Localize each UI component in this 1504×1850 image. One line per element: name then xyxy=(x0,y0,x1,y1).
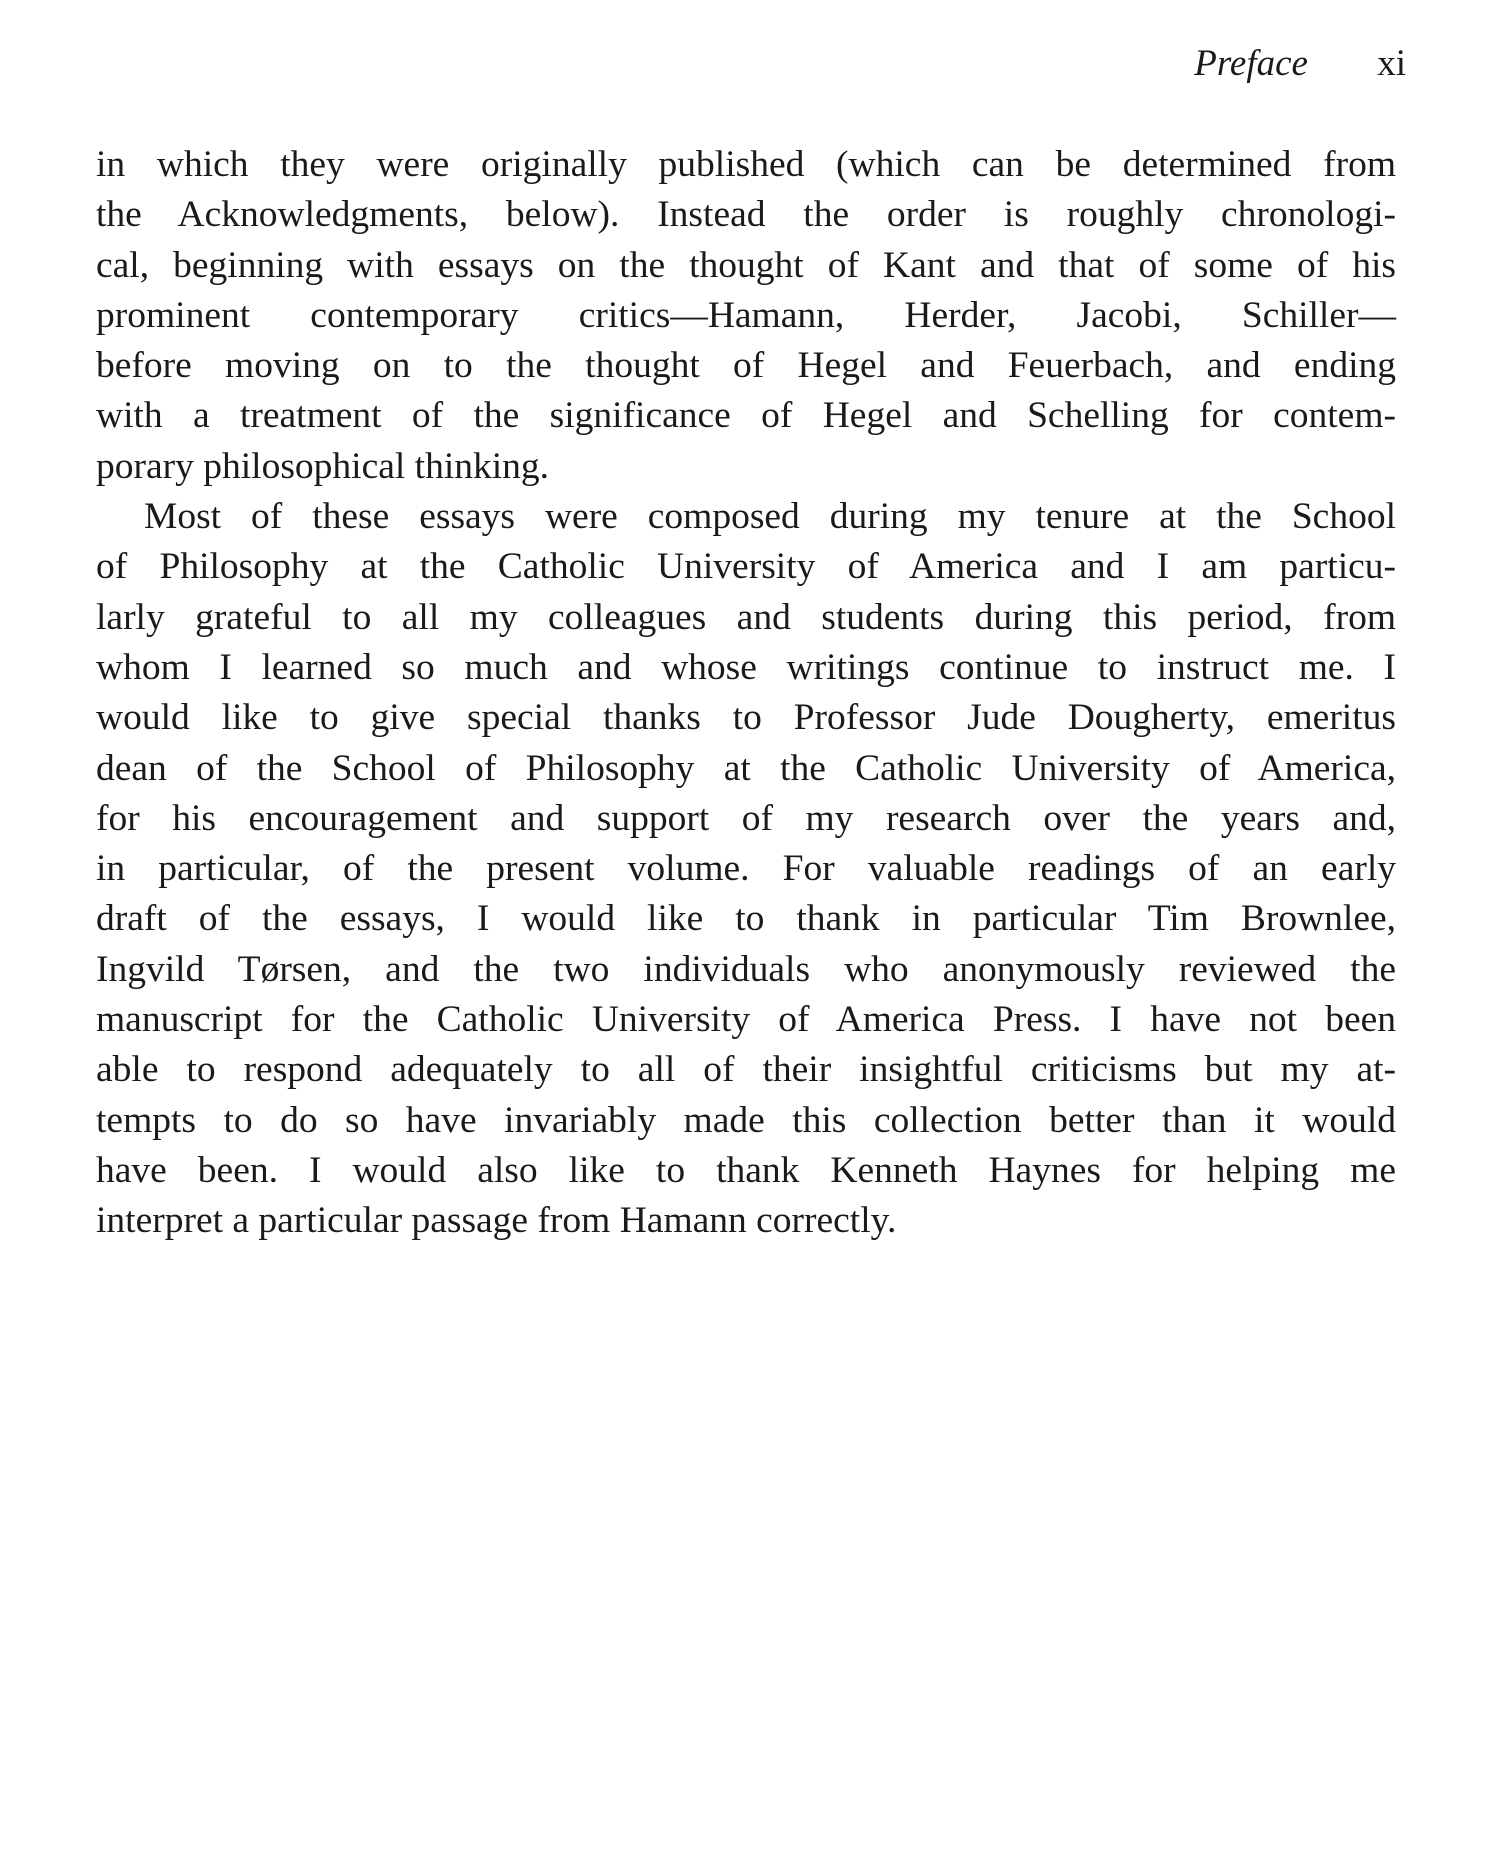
text-line: Most of these essays were composed during my tenure at the School xyxy=(144,496,1396,538)
text-line: before moving on to the thought of Hegel and Feuerbach, and ending xyxy=(96,345,1396,387)
text-line: larly grateful to all my colleagues and students during this period, from xyxy=(96,596,1396,638)
text-line: dean of the School of Philosophy at the Catholic University of America, xyxy=(96,747,1396,789)
text-line: with a treatment of the significance of Hegel and Schelling for contem- xyxy=(96,395,1396,437)
running-head-title: Preface xyxy=(1194,43,1308,84)
text-line: for his encouragement and support of my research over the years and, xyxy=(96,797,1396,839)
text-line: prominent contemporary critics—Hamann, Herder, Jacobi, Schiller— xyxy=(96,294,1396,336)
text-line: tempts to do so have invariably made this collection better than it would xyxy=(96,1099,1396,1141)
text-line: would like to give special thanks to Professor Jude Dougherty, emeritus xyxy=(96,697,1396,739)
text-line: able to respond adequately to all of their insightful criticisms but my at- xyxy=(96,1049,1396,1091)
text-line: interpret a particular passage from Hamann correctly. xyxy=(96,1200,897,1242)
text-line: whom I learned so much and whose writings continue to instruct me. I xyxy=(96,646,1396,688)
text-line: of Philosophy at the Catholic University of America and I am particu- xyxy=(96,546,1396,588)
text-line: draft of the essays, I would like to thank in particular Tim Brownlee, xyxy=(96,898,1396,940)
running-head xyxy=(1194,42,1406,86)
body-text xyxy=(96,140,1396,1247)
page-number: xi xyxy=(1377,43,1406,84)
paragraph-2 xyxy=(96,492,1396,1246)
text-line: cal, beginning with essays on the thought of Kant and that of some of his xyxy=(96,244,1396,286)
text-line: in particular, of the present volume. For valuable readings of an early xyxy=(96,848,1396,890)
text-line: Ingvild Tørsen, and the two individuals who anonymously reviewed the xyxy=(96,948,1396,990)
text-line: manuscript for the Catholic University of America Press. I have not been xyxy=(96,999,1396,1041)
text-line: porary philosophical thinking. xyxy=(96,445,550,487)
text-line: in which they were originally published (which can be determined from xyxy=(96,144,1396,185)
text-line: the Acknowledgments, below). Instead the order is roughly chronologi- xyxy=(96,194,1396,236)
paragraph-1 xyxy=(96,140,1396,492)
text-line: have been. I would also like to thank Kenneth Haynes for helping me xyxy=(96,1149,1396,1191)
